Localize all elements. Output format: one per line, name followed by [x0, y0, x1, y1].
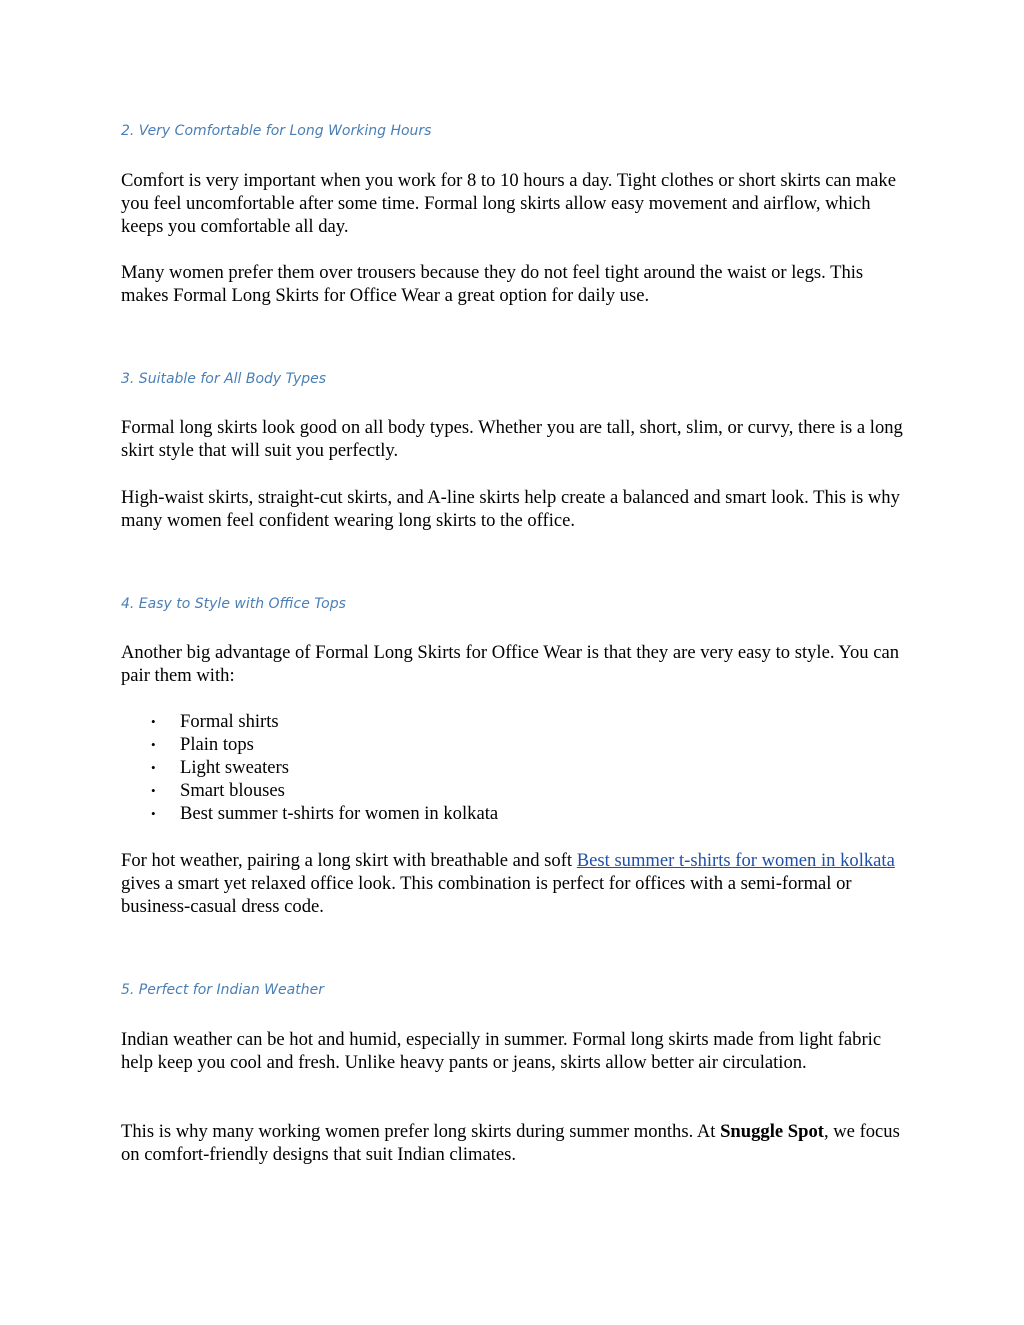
list-item-label: Light sweaters [180, 757, 289, 778]
list-item-label: Formal shirts [180, 711, 279, 732]
paragraph-style-1: Another big advantage of Formal Long Skirts for Office Wear is that they are very easy to style. You can pair them with: [121, 642, 900, 686]
paragraph-weather-1: Indian weather can be hot and humid, especially in summer. Formal long skirts made from light fabric help keep you cool and fresh. Unlike heavy pants or jeans, skirts allow better air circulation. [121, 1029, 882, 1073]
section-heading-style: 4. Easy to Style with Office Tops [121, 596, 346, 612]
paragraph-text: , we focus on comfort-friendly designs that suit Indian climates. [121, 1121, 900, 1165]
paragraph-comfort-1: Comfort is very important when you work for 8 to 10 hours a day. Tight clothes or short skirts can make you feel uncomfortable after some time. Formal long skirts allow easy movement and airflow, which keeps you comfortable all day. [121, 170, 896, 237]
list-item-label: Plain tops [180, 734, 254, 755]
section-heading-body-types: 3. Suitable for All Body Types [121, 371, 327, 387]
list-item [121, 779, 911, 802]
list-item [121, 733, 911, 756]
paragraph-text: For hot weather, pairing a long skirt with breathable and soft [121, 850, 577, 871]
paragraph-body-types-1: Formal long skirts look good on all body types. Whether you are tall, short, slim, or curvy, there is a long skirt style that will suit you perfectly. [121, 417, 903, 461]
bullet-icon: • [151, 806, 156, 821]
section-heading-comfort: 2. Very Comfortable for Long Working Hours [121, 123, 432, 139]
bullet-icon: • [151, 760, 156, 775]
brand-name: Snuggle Spot [720, 1121, 824, 1142]
paragraph-comfort-2: Many women prefer them over trousers because they do not feel tight around the waist or legs. This makes Formal Long Skirts for Office Wear a great option for daily use. [121, 262, 864, 306]
bullet-icon: • [151, 737, 156, 752]
paragraph-weather-2 [121, 1120, 911, 1166]
paragraph-body-types-2: High-waist skirts, straight-cut skirts, and A-line skirts help create a balanced and smart look. This is why many women feel confident wearing long skirts to the office. [121, 487, 900, 531]
list-item [121, 802, 911, 825]
section-heading-weather: 5. Perfect for Indian Weather [121, 982, 324, 998]
list-item-label: Smart blouses [180, 780, 285, 801]
bullet-icon: • [151, 783, 156, 798]
summer-tshirts-link[interactable]: Best summer t-shirts for women in kolkata [576, 850, 895, 871]
list-item [121, 756, 911, 779]
paragraph-style-2 [121, 849, 911, 918]
bullet-icon: • [151, 714, 156, 729]
list-item [121, 710, 911, 733]
list-item-label: Best summer t-shirts for women in kolkata [180, 803, 499, 824]
pairing-list [121, 710, 911, 825]
paragraph-text: This is why many working women prefer long skirts during summer months. At [121, 1121, 721, 1142]
paragraph-text: gives a smart yet relaxed office look. This combination is perfect for offices with a semi-formal or business-casual dress code. [121, 873, 852, 917]
